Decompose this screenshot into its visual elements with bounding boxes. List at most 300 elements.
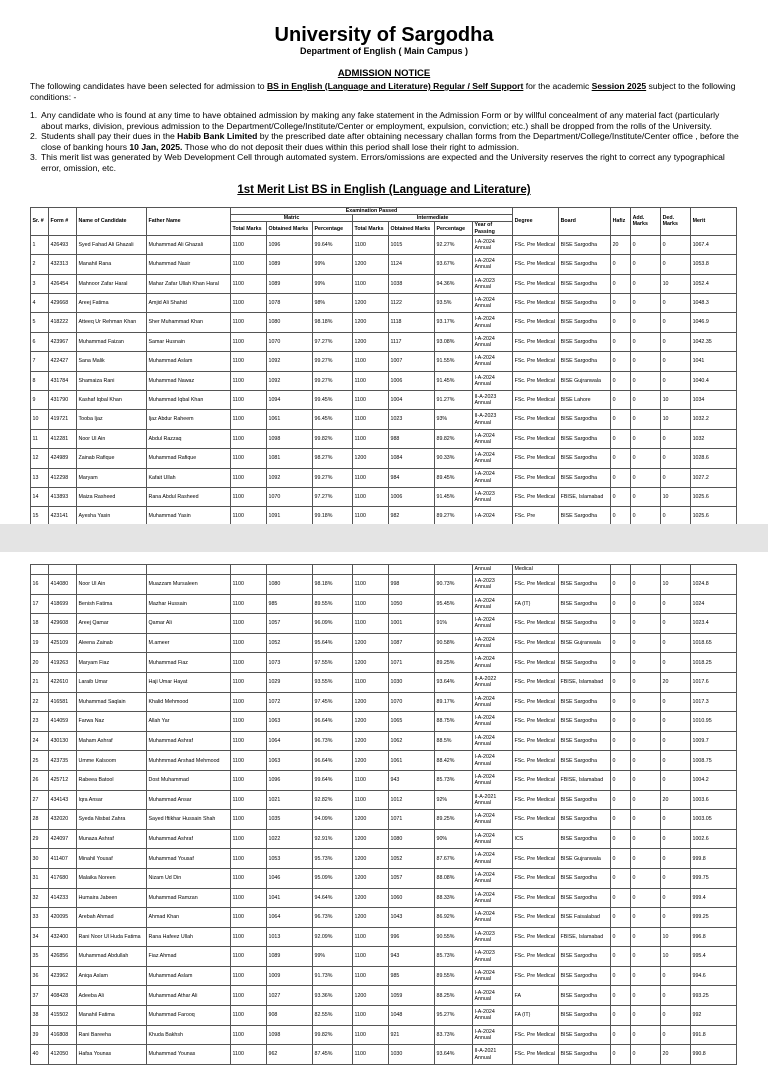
cell-ded: 0 <box>661 449 691 468</box>
intro-text: The following candidates have been selected for admission to <box>30 81 267 91</box>
cell-sr: 34 <box>31 927 49 947</box>
cell-sr: 4 <box>31 293 49 312</box>
table-row <box>31 1006 737 1026</box>
table-cell <box>691 565 737 575</box>
cell-ded: 10 <box>661 927 691 947</box>
cell-m-obt: 1061 <box>267 410 313 429</box>
table-cell <box>631 565 661 575</box>
cell-hafiz: 0 <box>611 888 631 908</box>
table-row <box>31 966 737 986</box>
cell-i-total: 1200 <box>353 868 389 888</box>
cell-sr: 31 <box>31 868 49 888</box>
cell-form: 416581 <box>49 692 77 712</box>
cell-i-obt: 984 <box>389 468 435 487</box>
cell-i-obt: 1050 <box>389 594 435 614</box>
cell-degree: FSc. Pre Medical <box>513 751 559 771</box>
cell-i-obt: 1084 <box>389 449 435 468</box>
col-name: Name of Candidate <box>77 208 147 236</box>
cell-m-pct: 96.64% <box>313 712 353 732</box>
cell-sr: 33 <box>31 908 49 928</box>
cell-form: 423141 <box>49 507 77 526</box>
cell-i-obt: 1118 <box>389 313 435 332</box>
cell-i-total: 1100 <box>353 1025 389 1045</box>
cell-hafiz: 0 <box>611 966 631 986</box>
cell-form: 418699 <box>49 594 77 614</box>
cell-add: 0 <box>631 449 661 468</box>
cell-m-total: 1100 <box>231 468 267 487</box>
table-cell <box>267 565 313 575</box>
cell-i-total: 1100 <box>353 1045 389 1065</box>
cell-ded: 0 <box>661 352 691 371</box>
cell-m-pct: 99.45% <box>313 390 353 409</box>
table-cell <box>49 565 77 575</box>
cell-merit: 990.8 <box>691 1045 737 1065</box>
cell-i-pct: 88.75% <box>435 712 473 732</box>
cell-board: FBISE, Islamabad <box>559 672 611 692</box>
cell-merit: 1004.2 <box>691 770 737 790</box>
cell-m-total: 1100 <box>231 986 267 1006</box>
cell-father: Ijaz Abdur Raheem <box>147 410 231 429</box>
cell-merit: 993.25 <box>691 986 737 1006</box>
cell-add: 0 <box>631 274 661 293</box>
table-cell <box>559 565 611 575</box>
cell-add: 0 <box>631 575 661 595</box>
cell-i-pct: 85.73% <box>435 770 473 790</box>
cell-father: Muhammad Ali Ghazali <box>147 235 231 254</box>
cell-i-total: 1200 <box>353 449 389 468</box>
cell-name: Maham Ashraf <box>77 731 147 751</box>
table-row <box>31 313 737 332</box>
cell-form: 418222 <box>49 313 77 332</box>
cell-father: Muazzam Mursaleen <box>147 575 231 595</box>
cell-board: BISE Sargodha <box>559 751 611 771</box>
cell-i-obt: 1001 <box>389 614 435 634</box>
cell-i-total: 1100 <box>353 390 389 409</box>
cell-board: BISE Sargodha <box>559 1045 611 1065</box>
cell-sr: 3 <box>31 274 49 293</box>
cell-father: Muhammad Nawaz <box>147 371 231 390</box>
cell-board: BISE Sargodha <box>559 614 611 634</box>
document-page-2 <box>0 552 768 1061</box>
cell-ded: 0 <box>661 849 691 869</box>
cell-ded: 0 <box>661 594 691 614</box>
cell-merit: 1028.6 <box>691 449 737 468</box>
cell-add: 0 <box>631 332 661 351</box>
cell-add: 0 <box>631 986 661 1006</box>
cell-year: I-A-2024 Annual <box>473 468 513 487</box>
cell-degree: FSc. Pre Medical <box>513 770 559 790</box>
table-row <box>31 429 737 448</box>
cell-father: Muhammad Athar Ali <box>147 986 231 1006</box>
cell-i-total: 1200 <box>353 293 389 312</box>
cell-year: II-A-2022 Annual <box>473 672 513 692</box>
cell-merit: 1027.2 <box>691 468 737 487</box>
cell-year: I-A-2024 Annual <box>473 594 513 614</box>
cell-merit: 1017.3 <box>691 692 737 712</box>
cell-ded: 0 <box>661 712 691 732</box>
cell-i-pct: 89.25% <box>435 653 473 673</box>
table-row <box>31 751 737 771</box>
cell-i-total: 1100 <box>353 614 389 634</box>
intro-paragraph <box>30 81 742 102</box>
cell-form: 417680 <box>49 868 77 888</box>
col-board: Board <box>559 208 611 236</box>
condition-item <box>30 110 742 131</box>
cell-i-obt: 988 <box>389 429 435 448</box>
cell-name: Maiza Rasheed <box>77 487 147 506</box>
cell-year: I-A-2024 Annual <box>473 371 513 390</box>
cell-board: BISE Sargodha <box>559 507 611 526</box>
cell-degree: FSc. Pre Medical <box>513 966 559 986</box>
table-row <box>31 829 737 849</box>
col-exam-passed: Examination Passed <box>231 208 513 215</box>
table-row <box>31 888 737 908</box>
cell-m-pct: 94.64% <box>313 888 353 908</box>
cell-merit: 1034 <box>691 390 737 409</box>
cell-i-pct: 83.73% <box>435 1025 473 1045</box>
cell-ded: 0 <box>661 829 691 849</box>
cell-degree: FSc. Pre Medical <box>513 692 559 712</box>
cell-m-obt: 1078 <box>267 293 313 312</box>
cell-i-pct: 88.25% <box>435 986 473 1006</box>
cell-add: 0 <box>631 468 661 487</box>
table-row <box>31 390 737 409</box>
cell-form: 432020 <box>49 810 77 830</box>
cell-name: Iqra Ansar <box>77 790 147 810</box>
cell-form: 412281 <box>49 429 77 448</box>
cell-add: 0 <box>631 653 661 673</box>
cell-merit: 1032.2 <box>691 410 737 429</box>
cell-i-pct: 89.82% <box>435 429 473 448</box>
cell-degree: FSc. Pre <box>513 507 559 526</box>
cell-ded: 10 <box>661 274 691 293</box>
table-row <box>31 947 737 967</box>
table-row <box>31 468 737 487</box>
cell-name: Hafsa Younas <box>77 1045 147 1065</box>
cell-merit: 1018.65 <box>691 633 737 653</box>
cell-m-pct: 99.27% <box>313 468 353 487</box>
cell-sr: 37 <box>31 986 49 1006</box>
col-intermediate: Intermediate <box>353 215 513 222</box>
cell-i-pct: 95.27% <box>435 1006 473 1026</box>
cell-i-total: 1100 <box>353 966 389 986</box>
cell-merit: 1041 <box>691 352 737 371</box>
col-year-of-passing: Year of Passing <box>473 222 513 235</box>
condition-number: 2. <box>30 131 38 141</box>
cell-ded: 0 <box>661 1006 691 1026</box>
cell-merit: 1023.4 <box>691 614 737 634</box>
cell-m-pct: 95.09% <box>313 868 353 888</box>
cell-board: BISE Sargodha <box>559 429 611 448</box>
cell-board: BISE Sargodha <box>559 810 611 830</box>
cell-board: BISE Sargodha <box>559 947 611 967</box>
cell-year: I-A-2024 Annual <box>473 770 513 790</box>
cell-i-obt: 1057 <box>389 868 435 888</box>
cell-hafiz: 0 <box>611 507 631 526</box>
cell-hafiz: 0 <box>611 868 631 888</box>
cell-board: BISE Sargodha <box>559 468 611 487</box>
cell-sr: 22 <box>31 692 49 712</box>
cell-i-obt: 1117 <box>389 332 435 351</box>
cell-ded: 10 <box>661 390 691 409</box>
cell-board: BISE Sargodha <box>559 332 611 351</box>
cell-year: I-A-2023 Annual <box>473 575 513 595</box>
cell-ded: 0 <box>661 468 691 487</box>
cell-i-obt: 1071 <box>389 653 435 673</box>
cell-i-pct: 93.64% <box>435 1045 473 1065</box>
cell-ded: 20 <box>661 790 691 810</box>
cell-hafiz: 0 <box>611 274 631 293</box>
cell-m-obt: 1041 <box>267 888 313 908</box>
table-row <box>31 274 737 293</box>
cell-form: 415502 <box>49 1006 77 1026</box>
cell-i-obt: 1060 <box>389 888 435 908</box>
cell-i-obt: 1061 <box>389 751 435 771</box>
cell-i-pct: 88.08% <box>435 868 473 888</box>
cell-m-total: 1100 <box>231 653 267 673</box>
cell-m-obt: 1092 <box>267 371 313 390</box>
cell-name: Humaira Jabeen <box>77 888 147 908</box>
cell-merit: 996.8 <box>691 927 737 947</box>
cell-add: 0 <box>631 1025 661 1045</box>
cell-board: BISE Faisalabad <box>559 908 611 928</box>
cell-i-obt: 998 <box>389 575 435 595</box>
table-row <box>31 449 737 468</box>
cell-m-obt: 1064 <box>267 731 313 751</box>
table-cell <box>31 565 49 575</box>
cell-degree: FSc. Pre Medical <box>513 332 559 351</box>
cell-form: 432400 <box>49 927 77 947</box>
cell-name: Rabeea Batool <box>77 770 147 790</box>
cell-m-total: 1100 <box>231 927 267 947</box>
cell-name: Laraib Umar <box>77 672 147 692</box>
cell-name: Areej Fatima <box>77 293 147 312</box>
cell-degree: FSc. Pre Medical <box>513 429 559 448</box>
cell-board: BISE Gujranwala <box>559 633 611 653</box>
table-cell <box>661 565 691 575</box>
cell-i-total: 1200 <box>353 712 389 732</box>
cell-hafiz: 0 <box>611 255 631 274</box>
cell-i-pct: 90.55% <box>435 927 473 947</box>
cell-board: BISE Sargodha <box>559 235 611 254</box>
cell-degree: FSc. Pre Medical <box>513 849 559 869</box>
cell-i-total: 1200 <box>353 313 389 332</box>
cell-m-total: 1100 <box>231 712 267 732</box>
cell-add: 0 <box>631 293 661 312</box>
cell-ded: 0 <box>661 731 691 751</box>
cell-form: 419721 <box>49 410 77 429</box>
cell-m-obt: 1096 <box>267 235 313 254</box>
cell-add: 0 <box>631 731 661 751</box>
cell-degree: FSc. Pre Medical <box>513 313 559 332</box>
cell-m-pct: 99% <box>313 274 353 293</box>
cell-m-total: 1100 <box>231 487 267 506</box>
cell-name: Noor Ul Ain <box>77 575 147 595</box>
cell-i-obt: 1006 <box>389 371 435 390</box>
table-row <box>31 235 737 254</box>
cell-name: Muhammad Abdullah <box>77 947 147 967</box>
department-name: Department of English ( Main Campus ) <box>299 46 468 56</box>
cell-i-total: 1100 <box>353 429 389 448</box>
cell-add: 0 <box>631 712 661 732</box>
cell-merit: 1067.4 <box>691 235 737 254</box>
cell-sr: 12 <box>31 449 49 468</box>
cell-form: 431790 <box>49 390 77 409</box>
cell-hafiz: 0 <box>611 947 631 967</box>
cell-form: 423967 <box>49 332 77 351</box>
cell-form: 425109 <box>49 633 77 653</box>
cell-year: I-A-2024 Annual <box>473 908 513 928</box>
cell-i-total: 1200 <box>353 731 389 751</box>
cell-m-total: 1100 <box>231 692 267 712</box>
cell-degree: FA (IT) <box>513 1006 559 1026</box>
cell-ded: 0 <box>661 692 691 712</box>
cell-m-obt: 1009 <box>267 966 313 986</box>
cell-m-total: 1100 <box>231 849 267 869</box>
cell-father: Qamar Ali <box>147 614 231 634</box>
cell-hafiz: 0 <box>611 332 631 351</box>
cell-add: 0 <box>631 352 661 371</box>
cell-hafiz: 0 <box>611 1045 631 1065</box>
cell-i-total: 1100 <box>353 487 389 506</box>
cell-m-obt: 1046 <box>267 868 313 888</box>
page-separator <box>0 524 768 552</box>
cell-m-obt: 962 <box>267 1045 313 1065</box>
cell-father: Kafait Ullah <box>147 468 231 487</box>
cell-ded: 0 <box>661 614 691 634</box>
cell-add: 0 <box>631 410 661 429</box>
cell-merit: 1046.9 <box>691 313 737 332</box>
cell-m-obt: 1035 <box>267 810 313 830</box>
cell-sr: 8 <box>31 371 49 390</box>
cell-i-total: 1200 <box>353 653 389 673</box>
cell-father: Khuda Bakhsh <box>147 1025 231 1045</box>
cell-year: I-A-2024 Annual <box>473 653 513 673</box>
cell-hafiz: 0 <box>611 986 631 1006</box>
cell-m-obt: 1053 <box>267 849 313 869</box>
cell-i-total: 1200 <box>353 888 389 908</box>
cell-add: 0 <box>631 927 661 947</box>
cell-i-obt: 985 <box>389 966 435 986</box>
cell-i-obt: 996 <box>389 927 435 947</box>
cell-m-pct: 95.64% <box>313 633 353 653</box>
cell-board: BISE Sargodha <box>559 966 611 986</box>
table-row <box>31 692 737 712</box>
cell-m-obt: 1070 <box>267 332 313 351</box>
cell-name: Noor Ul Ain <box>77 429 147 448</box>
cell-m-pct: 82.55% <box>313 1006 353 1026</box>
cell-m-total: 1100 <box>231 274 267 293</box>
intro-text: for the academic <box>523 81 592 91</box>
cell-add: 0 <box>631 790 661 810</box>
cell-degree: FSc. Pre Medical <box>513 614 559 634</box>
table-row <box>31 332 737 351</box>
table-row <box>31 410 737 429</box>
cell-father: Nizam Ud Din <box>147 868 231 888</box>
cell-sr: 16 <box>31 575 49 595</box>
cell-merit: 1017.6 <box>691 672 737 692</box>
cell-year: I-A-2024 Annual <box>473 429 513 448</box>
cell-degree: FSc. Pre Medical <box>513 352 559 371</box>
cell-i-obt: 1030 <box>389 672 435 692</box>
cell-i-obt: 943 <box>389 947 435 967</box>
cell-hafiz: 0 <box>611 594 631 614</box>
cell-m-obt: 1092 <box>267 468 313 487</box>
table-row <box>31 1045 737 1065</box>
cell-degree: FA <box>513 986 559 1006</box>
cell-m-pct: 98.18% <box>313 313 353 332</box>
cell-board: BISE Sargodha <box>559 868 611 888</box>
cell-m-pct: 96.73% <box>313 731 353 751</box>
cell-sr: 30 <box>31 849 49 869</box>
cell-merit: 999.4 <box>691 888 737 908</box>
cell-degree: FSc. Pre Medical <box>513 672 559 692</box>
table-row <box>31 594 737 614</box>
cell-form: 412298 <box>49 468 77 487</box>
cell-m-total: 1100 <box>231 371 267 390</box>
cell-add: 0 <box>631 1006 661 1026</box>
cell-degree: ICS <box>513 829 559 849</box>
table-cell <box>147 565 231 575</box>
cell-m-pct: 91.73% <box>313 966 353 986</box>
cell-i-pct: 94.36% <box>435 274 473 293</box>
cell-i-total: 1200 <box>353 908 389 928</box>
cell-board: BISE Sargodha <box>559 712 611 732</box>
cell-i-total: 1100 <box>353 575 389 595</box>
cell-i-obt: 1059 <box>389 986 435 1006</box>
cell-sr: 23 <box>31 712 49 732</box>
cell-sr: 27 <box>31 790 49 810</box>
cell-sr: 29 <box>31 829 49 849</box>
cell-board: BISE Sargodha <box>559 1025 611 1045</box>
cell-year: I-A-2024 Annual <box>473 633 513 653</box>
cell-degree: FSc. Pre Medical <box>513 1045 559 1065</box>
cell-board: FBISE, Islamabad <box>559 770 611 790</box>
cell-i-pct: 90.73% <box>435 575 473 595</box>
cell-form: 425712 <box>49 770 77 790</box>
cell-m-obt: 1092 <box>267 352 313 371</box>
cell-ded: 0 <box>661 653 691 673</box>
cell-form: 413893 <box>49 487 77 506</box>
cell-name: Sana Malik <box>77 352 147 371</box>
cell-m-obt: 1080 <box>267 313 313 332</box>
table-row <box>31 1025 737 1045</box>
cell-form: 424989 <box>49 449 77 468</box>
cell-father: Haji Umar Hayat <box>147 672 231 692</box>
cell-m-total: 1100 <box>231 449 267 468</box>
cell-add: 0 <box>631 594 661 614</box>
cell-form: 414080 <box>49 575 77 595</box>
col-hafiz: Hafiz <box>611 208 631 236</box>
cell-m-total: 1100 <box>231 633 267 653</box>
cell-ded: 0 <box>661 235 691 254</box>
cell-father: Sher Muhammad Khan <box>147 313 231 332</box>
cell-m-pct: 99.64% <box>313 770 353 790</box>
cell-m-total: 1100 <box>231 810 267 830</box>
cell-degree: FSc. Pre Medical <box>513 390 559 409</box>
cell-add: 0 <box>631 429 661 448</box>
cell-i-obt: 1080 <box>389 829 435 849</box>
cell-sr: 6 <box>31 332 49 351</box>
cell-board: BISE Sargodha <box>559 692 611 712</box>
cell-add: 0 <box>631 255 661 274</box>
cell-i-obt: 1043 <box>389 908 435 928</box>
condition-text: by the prescribed date after obtaining necessary challan forms from the Department/College/Institute/Center office , before the close of banking hours <box>41 131 739 152</box>
cell-i-obt: 1070 <box>389 692 435 712</box>
cell-year: I-A-2023 Annual <box>473 274 513 293</box>
cell-form: 408428 <box>49 986 77 1006</box>
cell-form: 414233 <box>49 888 77 908</box>
